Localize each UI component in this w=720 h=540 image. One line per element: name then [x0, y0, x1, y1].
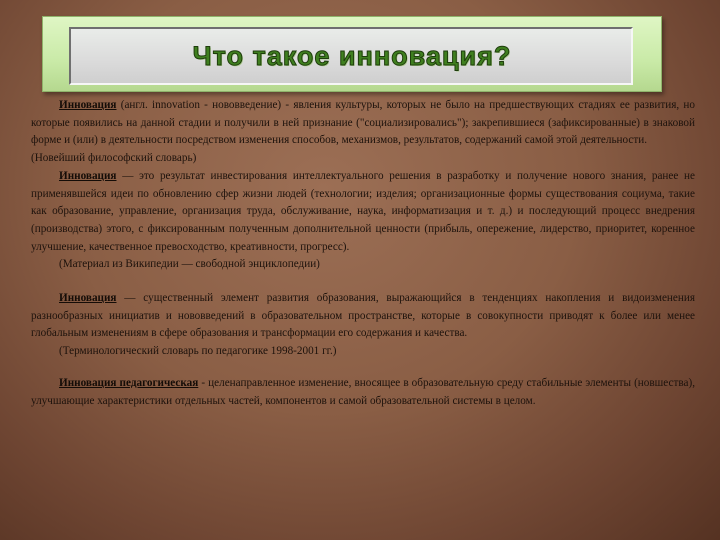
definition-text: — существенный элемент развития образования, выражающийся в тенденциях накопления и видоизменения разнообразных инициатив и нововведений в образовательном пространстве, которые в совокупности приводят к более или менее глобальным изменениям в сфере образования и трансформации его содержания и качества.	[31, 292, 695, 340]
definition-text: - целенаправленное изменение, вносящее в образовательную среду стабильные элементы (новшества), улучшающие характеристики отдельных частей, компонентов и самой образовательной системы в целом.	[31, 376, 695, 407]
title-frame	[42, 16, 662, 92]
definition-term: Инновация	[59, 169, 117, 182]
definition-term: Инновация	[59, 292, 117, 305]
definition-term: Инновация педагогическая	[59, 376, 199, 389]
definition-pedagogy	[31, 290, 695, 343]
definition-term: Инновация	[59, 99, 117, 111]
definition-source: (Терминологический словарь по педагогике 1998-2001 гг.)	[59, 345, 337, 358]
definition-source: (Новейший философский словарь)	[31, 152, 197, 165]
paragraph-gap	[31, 361, 695, 375]
definition-text: (англ. innovation - нововведение) - явления культуры, которых не было на предшествующих стадиях ее развития, но которые появились на данной стадии и получили в ней признание ("социализировались"); закрепившиеся (зафиксированные) в знаковой форме и (или) в деятельности посредством изменения способов, механизмов, результатов, содержаний самой этой деятельности.	[31, 99, 695, 147]
definition-philosophical	[31, 97, 695, 150]
definition-text: — это результат инвестирования интеллектуального решения в разработку и получение нового знания, ранее не применявшейся идеи по обновлению сфер жизни людей (технологии; изделия; организационные формы существования социума, такие как образование, управление, организация труда, обслуживание, наука, информатизация и т. д.) и последующий процесс внедрения (производства) этого, с фиксированным полученным дополнительной ценности (прибыль, опережение, лидерство, приоритет, коренное улучшение, качественное превосходство, креативности, прогресс).	[31, 169, 695, 253]
definition-wikipedia	[31, 168, 695, 257]
definition-pedagogical-innovation	[31, 375, 695, 410]
paragraph-gap	[31, 274, 695, 290]
slide-title: Что такое инновация?	[192, 41, 512, 71]
definition-source: (Материал из Википедии — свободной энциклопедии)	[59, 258, 320, 271]
slide-content	[31, 97, 695, 410]
